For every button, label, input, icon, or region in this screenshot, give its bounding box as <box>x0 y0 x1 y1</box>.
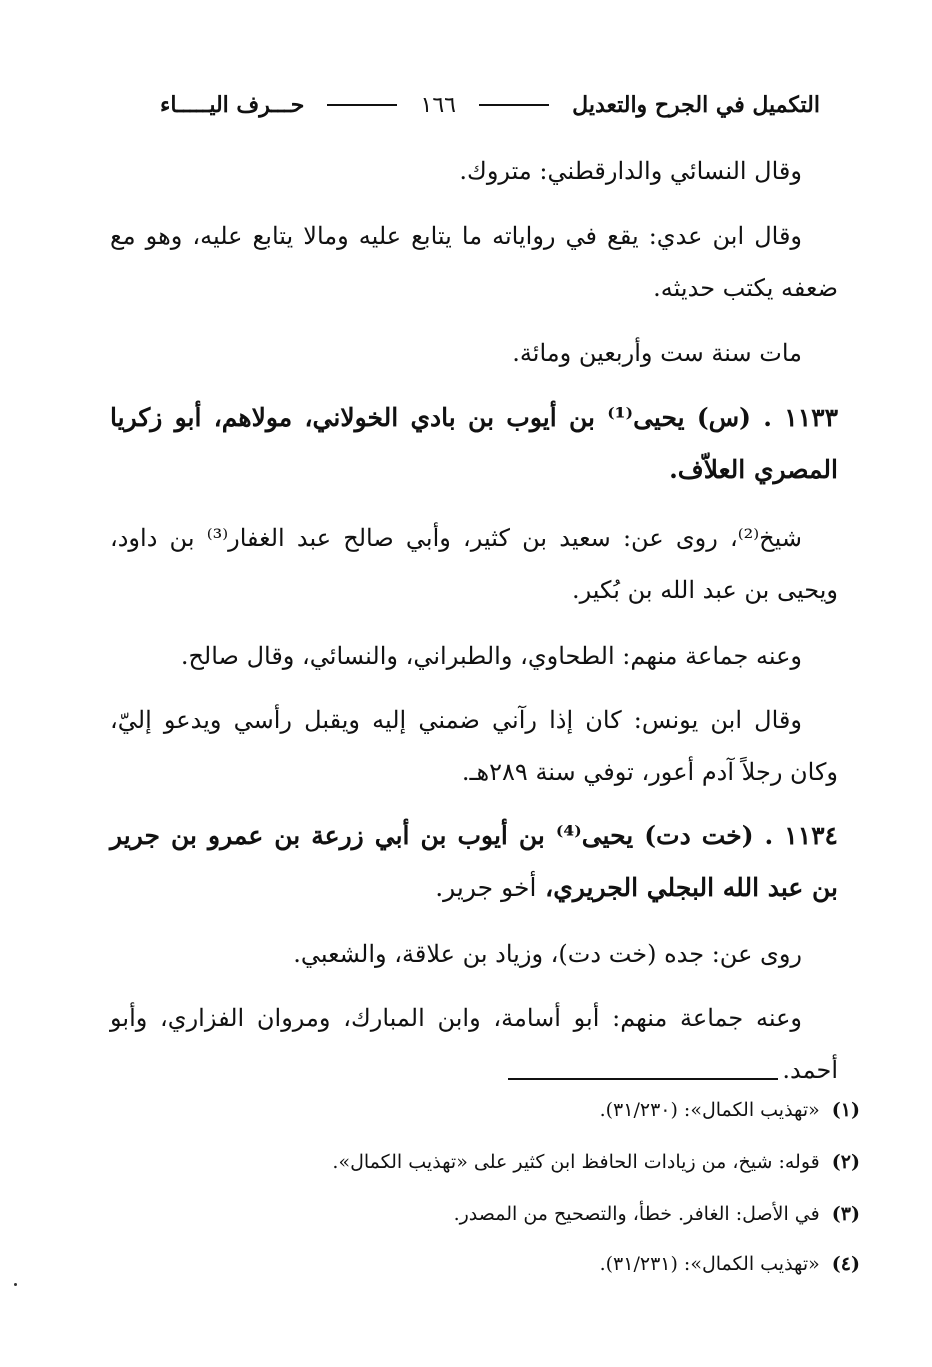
scan-speck <box>14 1283 17 1286</box>
footnote-2 <box>110 1144 860 1180</box>
footnote-3-number: (٣) <box>831 1203 860 1225</box>
entry-heading-1134 <box>110 810 838 914</box>
paragraph-death-year: مات سنة ست وأربعين ومائة. <box>512 339 802 367</box>
entry-1134-narrated-from: روى عن: جده (خت دت)، وزياد بن علاقة، والشعبي. <box>293 940 802 968</box>
footnote-2-number: (٢) <box>831 1151 860 1173</box>
running-header <box>160 84 820 126</box>
footnote-4-number: (٤) <box>831 1253 860 1275</box>
paragraph-ibn-adi: وقال ابن عدي: يقع في رواياته ما يتابع عليه ومالا يتابع عليه، وهو مع ضعفه يكتب حديثه. <box>110 222 838 302</box>
section-title: حـــرف اليـــــاء <box>160 92 305 118</box>
footnote-1-text: «تهذيب الكمال»: (٣١/٢٣٠). <box>599 1099 820 1121</box>
footnote-3-text: في الأصل: الغافر. خطأ، والتصحيح من المصدر. <box>453 1203 820 1225</box>
footnote-1 <box>110 1092 860 1128</box>
entry-1133-ibn-yunus: وقال ابن يونس: كان إذا رآني ضمني إليه ويقبل رأسي ويدعو إليّ، وكان رجلاً آدم أعور، توفي سنة ٢٨٩هـ. <box>110 706 838 786</box>
footnote-4 <box>110 1246 860 1282</box>
header-rule-left <box>327 104 397 106</box>
paragraph-nasai: وقال النسائي والدارقطني: متروك. <box>459 157 802 185</box>
header-rule-right <box>479 104 549 106</box>
footnote-3 <box>110 1196 860 1232</box>
page-number: ١٦٦ <box>420 92 456 118</box>
footnote-4-text: «تهذيب الكمال»: (٣١/٢٣١). <box>599 1253 820 1275</box>
entry-heading-1134-tail: أخو جرير. <box>435 873 537 902</box>
footnote-separator <box>508 1078 778 1080</box>
entry-1134-students: وعنه جماعة منهم: أبو أسامة، وابن المبارك، ومروان الفزاري، وأبو أحمد. <box>110 1004 838 1084</box>
entry-1133-students: وعنه جماعة منهم: الطحاوي، والطبراني، والنسائي، وقال صالح. <box>180 642 802 670</box>
entry-heading-1134-main: ١١٣٤ . (خت دت) يحيى⁽⁴⁾ بن أيوب بن أبي زرعة بن عمرو بن جرير بن عبد الله البجلي الجريري، <box>110 821 838 902</box>
footnote-2-text: قوله: شيخ، من زيادات الحافظ ابن كثير على «تهذيب الكمال». <box>332 1151 820 1173</box>
entry-1133-narrated-from: شيخ⁽²⁾، روى عن: سعيد بن كثير، وأبي صالح عبد الغفار⁽³⁾ بن داود، ويحيى بن عبد الله بن بُكير. <box>110 524 838 604</box>
entry-heading-1133: ١١٣٣ . (س) يحيى⁽¹⁾ بن أيوب بن بادي الخولاني، مولاهم، أبو زكريا المصري العلاّف. <box>110 403 838 484</box>
book-title: التكميل في الجرح والتعديل <box>572 92 820 118</box>
footnote-1-number: (١) <box>831 1099 860 1121</box>
